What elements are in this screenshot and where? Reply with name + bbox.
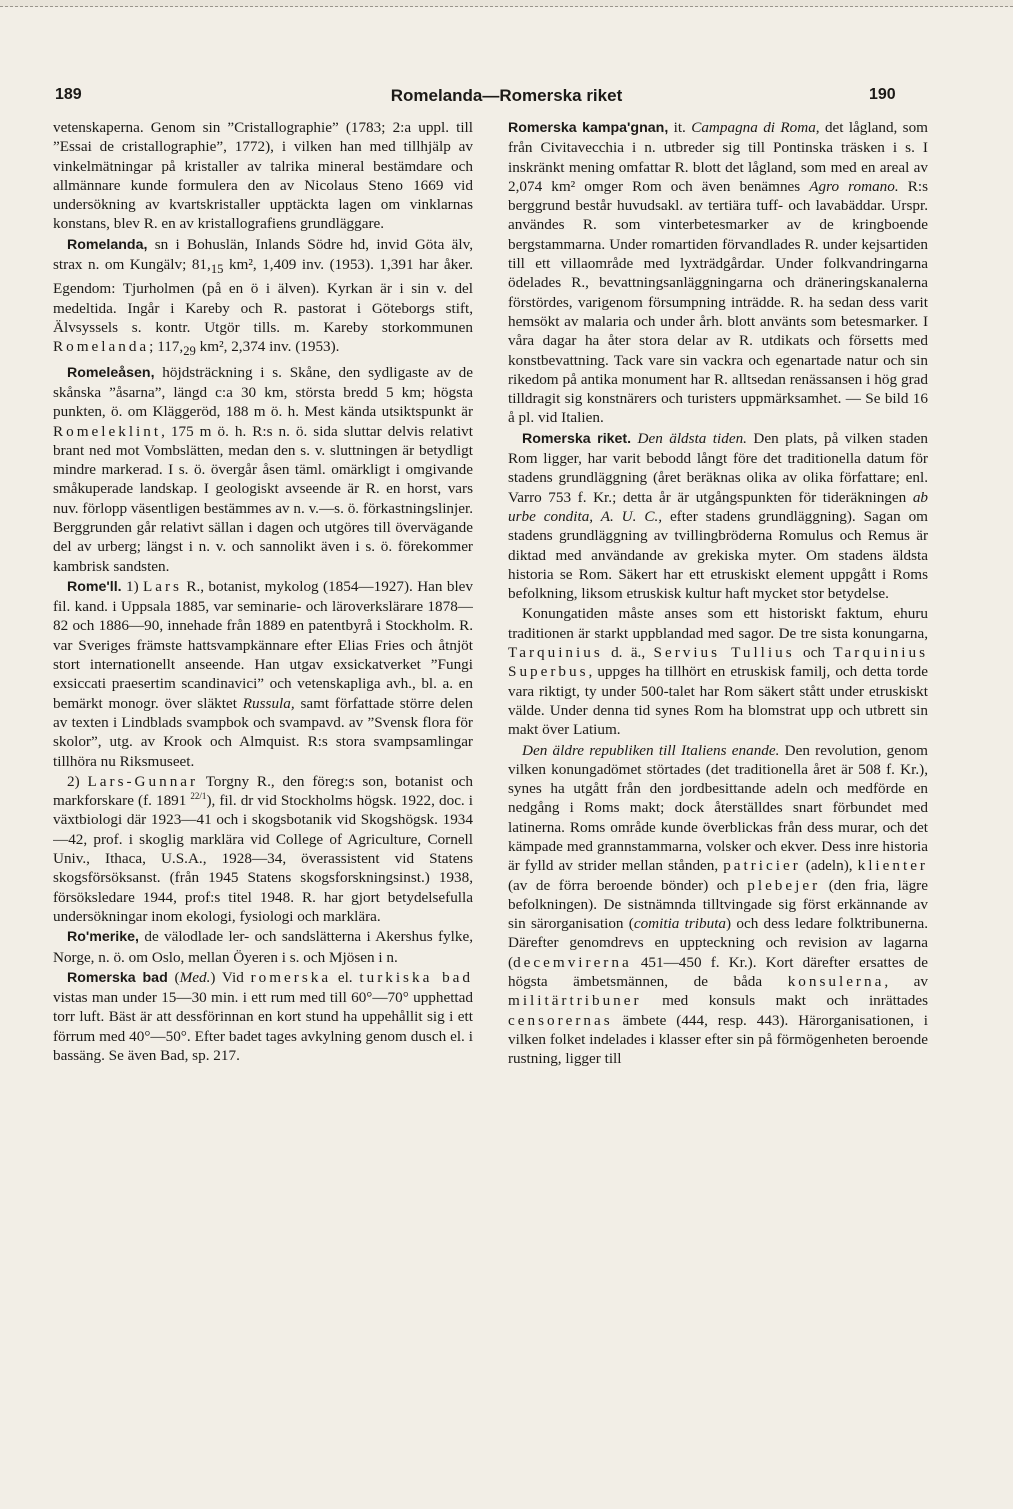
headword: Romelanda, xyxy=(67,236,148,253)
headword: Romeleåsen, xyxy=(67,364,155,381)
entry-romeleasen: Romeleåsen, höjdsträckning i s. Skåne, den sydligaste av de skånska ”åsarna”, längd c:a 30 km, största bredd 5 km; högsta punkten, ö. om Kläggeröd, 188 m ö. h. Mest kända utsiktspunkt är Romeleklint, 175 m ö. h. R:s n. ö. sida sluttar delvis relativt brant ned mot Vombslätten, medan den s. v. sluttningen är betydligt mindre markerad. I s. ö. övergår åsen täml. omärkligt i omgivande småkuperade landskap. I geologiskt avseende är R. en horst, vars nuv. förlopp väsentligen bestämmes av n. v.—s. ö. förkastningslinjer. Berggrunden går relativt sällan i dagen och utgöres till övervägande del av urberg; längst i n. v. och sannolikt även i s. ö. förekommer kambrisk sandsten. xyxy=(53,363,473,575)
entry-romerike: Ro'merike, de välodlade ler- och sandslätterna i Akershus fylke, Norge, n. ö. om Oslo, mellan Öyeren i s. och Mjösen i n. xyxy=(53,928,473,966)
running-title: Romelanda—Romerska riket xyxy=(390,86,623,105)
headword: Romerska riket. xyxy=(522,430,632,447)
entry-continuation: vetenskaperna. Genom sin ”Cristallographie” (1783; 2:a uppl. till ”Essai de cristallographie”, 1772), i vilken han med tillhjälp av vinkelmätningar på kristaller av talrika mineral bestämdare och allmännare kunde formulera den av Nicolaus Steno 1669 vid undersökning av kvartskristaller upptäckta lagen om vinklarnas konstans, blev R. en av kristallografiens grundläggare. xyxy=(53,119,473,233)
page-header xyxy=(0,86,1013,110)
entry-romell: Rome'll. 1) Lars R., botanist, mykolog (1854—1927). Han blev fil. kand. i Uppsala 1885, var seminarie- och läroverkslärare 1878—82 och 1886—90, innehade från 1889 en patentbyrå i Stockholm. R. var Sveriges främste hattsvampkännare efter Elias Fries och åtnjöt stort internationellt anseende. Han utgav exsickatverket ”Fungi exsiccati praesertim scandinavici” och vetenskapliga avh., bl. a. en bemärkt monogr. över släktet Russula, samt författade större delen av texten i Lindblads svampbok och svampavd. av ”Svensk flora för skolor”, utg. av Krook och Almquist. R:s stora svampsamlingar tillhöra nu Riksmuseet. xyxy=(53,577,473,770)
right-column xyxy=(508,118,928,1388)
scan-top-edge xyxy=(0,0,1013,7)
paragraph-konungatiden: Konungatiden måste anses som ett historiskt faktum, ehuru traditionen är starkt uppblandad med sagor. De tre sista konungarna, Tarquinius d. ä., Servius Tullius och Tarquinius Superbus, uppges ha tillhört en etruskisk familj, och detta torde vara riktigt, ty under 500-talet har Rom säkert stått under etruskiskt välde. Under denna tid synes Rom ha blomstrat upp och utbrett sin makt över Latium. xyxy=(508,605,928,739)
entry-romerska-riket: Romerska riket. Den äldsta tiden. Den plats, på vilken staden Rom ligger, har varit bebodd långt före det traditionella datum för stadens grundläggning (året beräknas olika av olika författare; enl. Varro 753 f. Kr.; detta år är utgångspunkten för tideräkningen ab urbe condita, A. U. C., efter stadens grundläggning). Sagan om stadens grundläggning av tvillingbröderna Romulus och Remus är diktad med användande av grekiska myter. Om stadens äldsta historia se Rom. Säkert har ett etruskiskt element uppgått i Roms befolkning, liksom etruskisk kultur haft mycket stor betydelse. xyxy=(508,429,928,603)
entry-romelanda: Romelanda, sn i Bohuslän, Inlands Södre hd, invid Göta älv, strax n. om Kungälv; $81,_{15}$ km², 1,409 inv. (1953). 1,391 har åker. Egendom: Tjurholmen (på en ö i älven). Kyrkan är i sin v. del medeltida. Ingår i Kareby och R. pastorat i Göteborgs stift, Älvsyssels s. kontr. Utgör tills. m. Kareby storkommunen Romelanda; $117,_{29}$ km², 2,374 inv. (1953). xyxy=(53,235,473,359)
page-number-right: 190 xyxy=(869,86,896,103)
entry-romell-2: 2) Lars-Gunnar Torgny R., den föreg:s son, botanist och markforskare (f. 1891 $^{22/1}$), fil. dr vid Stockholms högsk. 1922, doc. i växtbiologi där 1923—41 och i skogsbotanik vid Skogshögsk. 1934—42, prof. i skoglig marklära vid College of Agriculture, Cornell Univ., Ithaca, U.S.A., 1928—34, överassistent vid Statens skogsförsöksanst. (från 1945 Statens skogsforskningsinst.) 1938, försöksledare 1944, prof:s titel 1948. R. har gjort betydelsefulla undersökningar inom ekologi, fysiologi och marklära. xyxy=(53,772,473,925)
headword: Romerska bad xyxy=(67,969,168,986)
left-column xyxy=(53,118,473,1388)
headword: Rome'll. xyxy=(67,578,122,595)
page-number-left: 189 xyxy=(55,86,82,103)
headword: Romerska kampa'gnan, xyxy=(508,120,669,136)
headword: Ro'merike, xyxy=(67,929,139,946)
entry-romerska-bad: Romerska bad (Med.) Vid romerska el. turkiska bad vistas man under 15—30 min. i ett rum med till 60°—70° upphettad torr luft. Bäst är att dessförinnan en kort stund ha uppehållit sig i ett förrum med 40°—50°. Efter badet tages avkylning genom dusch el. i bassäng. Se även Bad, sp. 217. xyxy=(53,968,473,1065)
paragraph-aldre-republiken: Den äldre republiken till Italiens enande. Den revolution, genom vilken konungadömet störtades (det traditionella året är 508 f. Kr.), synes ha utgått från den jordbesittande adeln och medförde en nedgång i Roms makt; dock återställdes snart förbundet med latinerna. Roms område kunde överblickas från dess murar, och det kämpade med grannstammarna, volsker och ekver. Dess inre historia är fylld av strider mellan stånden, patricier (adeln), klienter (av de förra beroende bönder) och plebejer (den fria, lägre befolkningen). De sistnämnda tilltvingade sig först erkännande av sin särorganisation (comitia tributa) och dess ledare folktribunerna. Därefter genomdrevs en uppteckning och revision av lagarna (decemvirerna 451—450 f. Kr.). Kort därefter ersattes de högsta ämbetsmännen, de båda konsulerna, av militärtribuner med konsuls makt och inrättades censorernas ämbete (444, resp. 443). Härorganisationen, i vilken folket indelades i klasser efter sin på förmögenheten beroende rustning, ligger till xyxy=(508,741,928,1068)
entry-romerska-kampagnan: Romerska kampa'gnan, it. Campagna di Roma, det lågland, som från Civitavecchia i n. utbreder sig till Pontinska träsken i s. I inskränkt mening omfattar R. blott det lågland, som med en areal av 2,074 km² omger Rom och även benämnes Agro romano. R:s berggrund består huvudsakl. av tertiära tuff- och lavabäddar. Urspr. användes R. som vinterbetesmarker av de kringboende bergstammarna. Under romartiden förvandlades R. under kejsartiden till ett villaområde med lyxträdgårdar. Under folkvandringarna ödelades R., bevattningsanläggningarna och dräneringskanalerna förstördes, varigenom försumpning inträdde. R. ha sedan dess varit hemsökt av malaria och under årh. blott använts som betesmarker. I våra dagar ha åter stora delar av R. utdikats och försetts med konstbevattning. Tack vare sin vackra och egenartade natur och sin rikedom på antika monument har R. alltsedan renässansen i hög grad tilldragit sig konstnärers och turisters uppmärksamhet. — Se bild 16 å pl. vid Italien. xyxy=(508,119,928,427)
